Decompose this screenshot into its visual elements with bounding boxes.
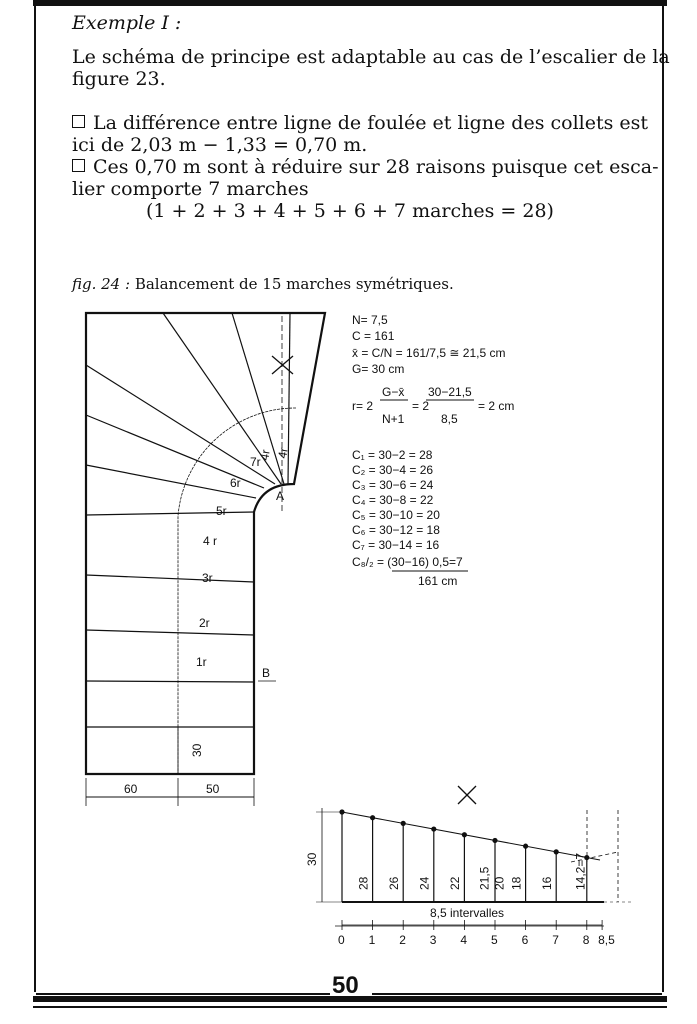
formula-c6: C₆ = 30−12 = 18 [352, 523, 440, 537]
step-label-7r: 7r [250, 455, 261, 469]
step-label-3r: 3r [202, 571, 213, 585]
graph-bar-value-6: 18 [509, 876, 524, 890]
graph-bar-value-0: 28 [356, 876, 371, 890]
bullet-1-line-2: ici de 2,03 m − 1,33 = 0,70 m. [72, 134, 368, 156]
graph-left-dimension: 30 [305, 852, 319, 866]
formula-xbar: x̄ = C/N = 161/7,5 ≅ 21,5 cm [352, 346, 506, 360]
graph-axis-label-5: 5 [491, 933, 498, 947]
step-label-4r-a: 4r [257, 448, 273, 462]
graph-intervals-label: 8,5 intervalles [430, 906, 505, 920]
formula-c8-den: 161 cm [418, 574, 458, 588]
graph-point-0 [340, 810, 344, 814]
graph-axis-label-2: 2 [399, 933, 406, 947]
formula-c8-num: C₈/₂ = (30−16) 0,5=7 [352, 555, 463, 569]
graph-bar-value-3: 22 [448, 876, 463, 890]
graph-axis-label-6: 6 [521, 933, 529, 947]
dimension-50: 50 [206, 782, 220, 796]
graph-point-5 [493, 838, 497, 842]
bullet-1-text: La différence entre ligne de foulée et ligne des collets est [93, 112, 649, 134]
formula-line: (1 + 2 + 3 + 4 + 5 + 6 + 7 marches = 28) [146, 200, 554, 222]
formula-r-mid: = 2 [412, 399, 430, 413]
formula-n: N= 7,5 [352, 313, 388, 327]
formula-c5: C₅ = 30−10 = 20 [352, 508, 440, 522]
formula-r-num1: G−x̄ [382, 385, 405, 399]
step-label-4r-b: 4r [275, 446, 291, 460]
graph-point-2 [401, 821, 405, 825]
graph-axis-label-7: 7 [552, 933, 559, 947]
figure-caption-text: Balancement de 15 marches symétriques. [134, 275, 454, 293]
graph-axis-label-4: 4 [460, 933, 468, 947]
formula-c: C = 161 [352, 329, 395, 343]
formula-r-num2: 30−21,5 [428, 385, 472, 399]
formula-r-den1: N+1 [382, 412, 405, 426]
graph-axis-label-3: 3 [429, 933, 437, 947]
step-label-4r: 4 r [203, 534, 218, 548]
bullet-2-text: Ces 0,70 m sont à réduire sur 28 raisons puisque cet esca- [93, 156, 659, 178]
point-b-label: B [262, 666, 271, 680]
graph-axis-label-9: 8,5 [598, 933, 615, 947]
graph-point-7 [554, 850, 558, 854]
graph-point-1 [371, 816, 375, 820]
formula-c2: C₂ = 30−4 = 26 [352, 463, 434, 477]
formula-c3: C₃ = 30−6 = 24 [352, 478, 434, 492]
graph-bar-value-4: 21,5 [477, 866, 492, 890]
graph-bar-value-2: 24 [417, 876, 432, 890]
graph-point-6 [524, 844, 528, 848]
graph-axis-label-8: 8 [582, 933, 590, 947]
step-label-1r: 1r [196, 655, 207, 669]
step-label-6r: 6r [230, 476, 241, 490]
formula-r-result: = 2 cm [478, 399, 515, 413]
dimension-60: 60 [124, 782, 138, 796]
page-number: 50 [332, 972, 359, 999]
intro-line-2: figure 23. [72, 68, 166, 90]
formula-c4: C₄ = 30−8 = 22 [352, 493, 434, 507]
graph-axis-label-0: 0 [338, 933, 345, 947]
graph-bar-value-7: 16 [540, 876, 555, 890]
bullet-2-line-2: lier comporte 7 marches [72, 178, 309, 200]
graph-axis-label-1: 1 [368, 933, 376, 947]
graph-bar-value-5: 20 [492, 876, 507, 890]
graph-bar-value-1: 26 [387, 876, 402, 890]
formula-c1: C₁ = 30−2 = 28 [352, 448, 433, 462]
step-label-2r: 2r [199, 616, 210, 630]
graph-bar-value-8: 14,2=7 [573, 852, 588, 890]
step-label-5r: 5r [216, 504, 227, 518]
formula-c7: C₇ = 30−14 = 16 [352, 538, 440, 552]
formula-r-den2: 8,5 [441, 412, 458, 426]
formula-g: G= 30 cm [352, 362, 405, 376]
intro-line-1: Le schéma de principe est adaptable au cas de l’escalier de la [72, 46, 670, 68]
dimension-30: 30 [190, 743, 204, 757]
graph-point-4 [462, 833, 466, 837]
graph-point-3 [432, 827, 436, 831]
figure-label: fig. 24 : [72, 275, 131, 293]
example-heading: Exemple I : [72, 12, 182, 34]
formula-r-prefix: r= 2 [352, 399, 374, 413]
point-a-label: A [276, 489, 285, 503]
